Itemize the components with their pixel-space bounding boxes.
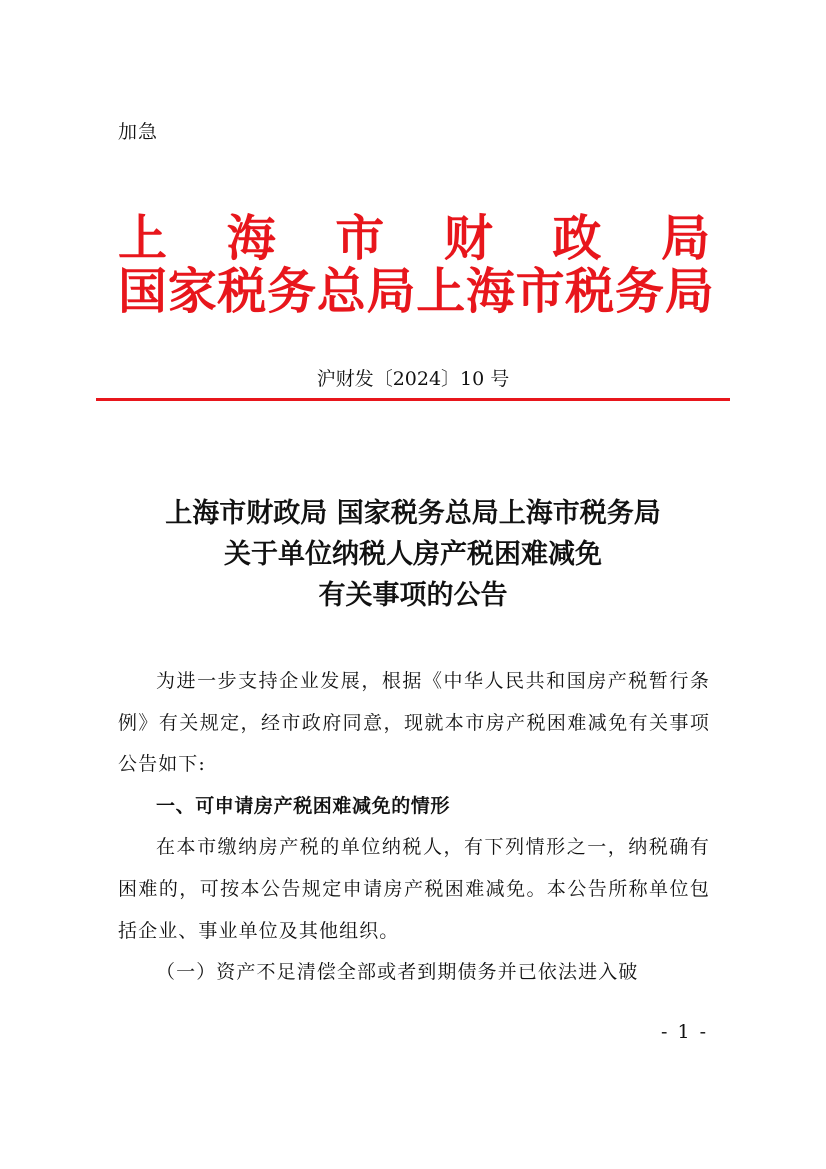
header-char: 海 bbox=[226, 210, 276, 267]
header-char: 政 bbox=[552, 210, 602, 267]
header-char: 局 bbox=[660, 210, 710, 267]
page-number: - 1 - bbox=[660, 1021, 708, 1043]
title-line-2: 关于单位纳税人房产税困难减免 bbox=[224, 539, 602, 570]
document-number: 沪财发〔2024〕10 号 bbox=[316, 368, 510, 390]
header-char: 上 bbox=[118, 210, 168, 267]
document-title bbox=[0, 493, 826, 616]
section-paragraph-1: 在本市缴纳房产税的单位纳税人，有下列情形之一，纳税确有困难的，可按本公告规定申请房产税困难减免。本公告所称单位包括企业、事业单位及其他组织。 bbox=[118, 836, 710, 942]
header-char: 市 bbox=[335, 210, 385, 267]
header-char: 财 bbox=[443, 210, 493, 267]
red-divider bbox=[96, 398, 730, 401]
urgency-label: 加急 bbox=[118, 121, 159, 143]
document-body bbox=[118, 661, 710, 994]
list-item-1: （一）资产不足清偿全部或者到期债务并已依法进入破 bbox=[156, 961, 639, 984]
title-line-3: 有关事项的公告 bbox=[318, 580, 508, 611]
title-line-1: 上海市财政局 国家税务总局上海市税务局 bbox=[165, 498, 661, 529]
section-heading-1: 一、可申请房产税困难减免的情形 bbox=[156, 794, 451, 817]
intro-paragraph: 为进一步支持企业发展，根据《中华人民共和国房产税暂行条例》有关规定，经市政府同意，现就本市房产税困难减免有关事项公告如下: bbox=[118, 670, 710, 776]
issuer-header-line1 bbox=[118, 211, 710, 267]
issuer-header-line2: 国家税务总局上海市税务局 bbox=[118, 263, 715, 320]
